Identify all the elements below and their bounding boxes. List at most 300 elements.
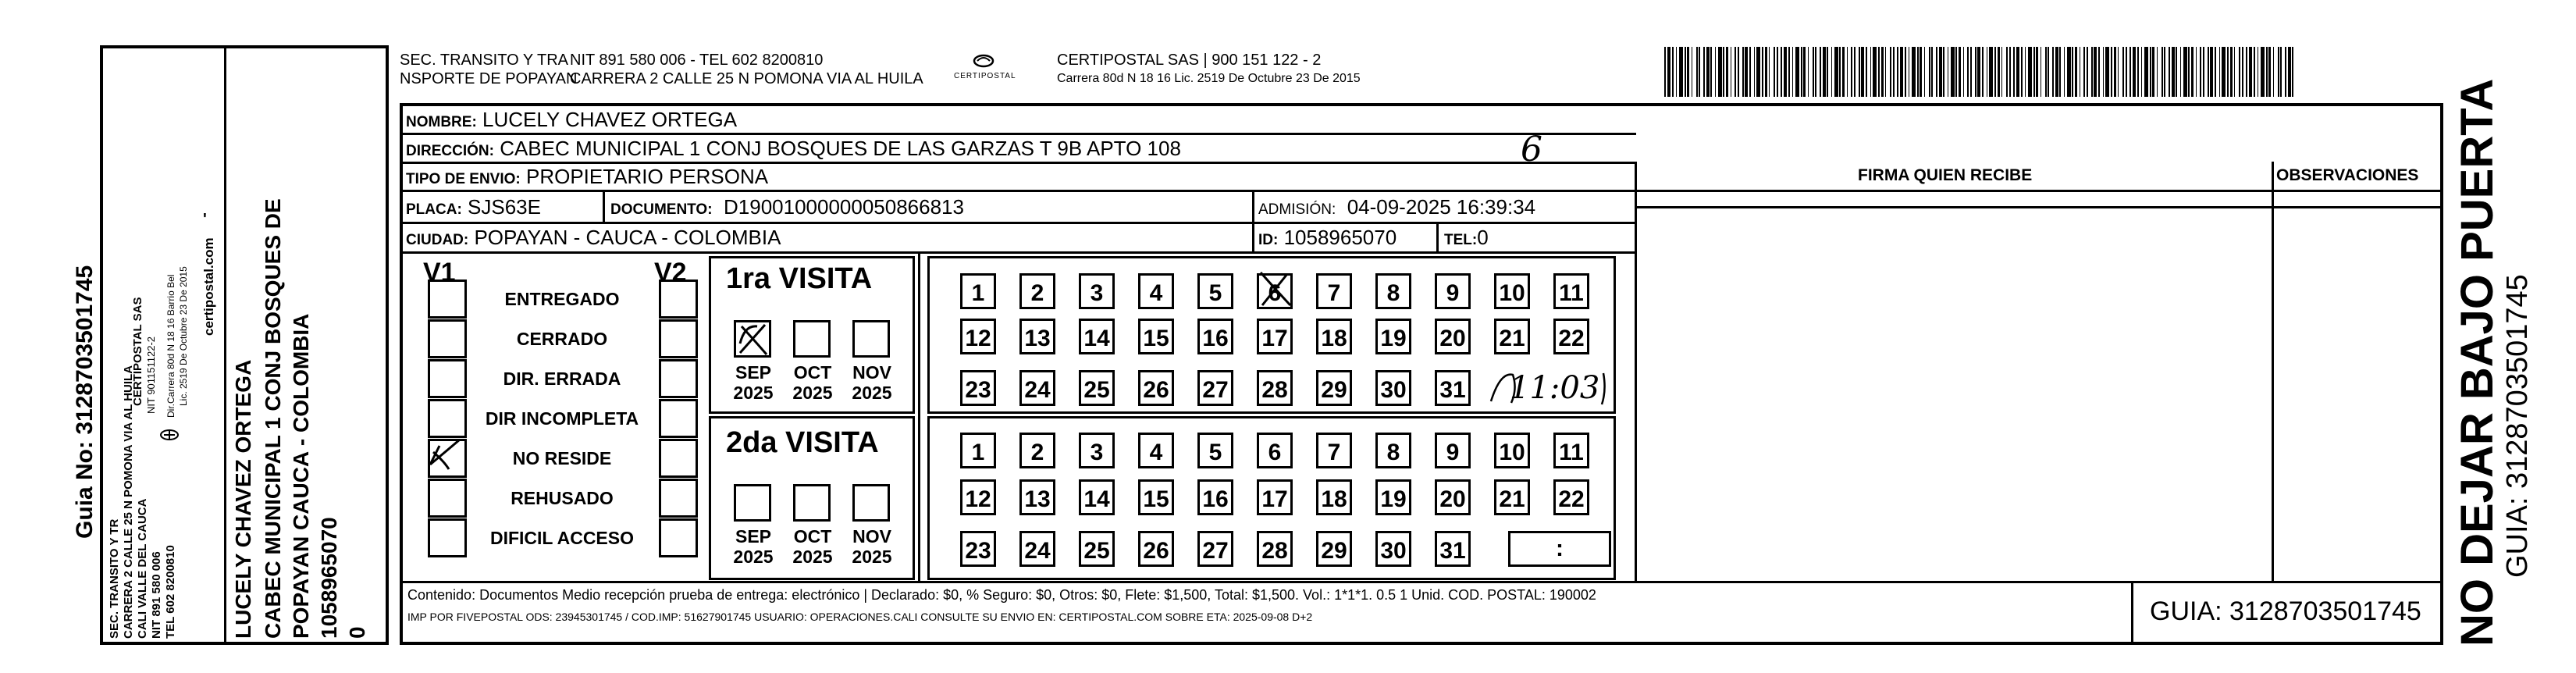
barcode-bar	[1795, 47, 1799, 97]
barcode-bar	[1696, 47, 1698, 97]
stub-guia-number: Guia No: 3128703501745	[72, 265, 98, 539]
month-checkbox[interactable]	[734, 320, 771, 358]
v1-checkbox[interactable]	[428, 280, 467, 319]
barcode-bar	[1792, 47, 1793, 97]
month-label	[788, 526, 837, 567]
id-value: 1058965070	[1283, 226, 1397, 249]
col-line	[918, 251, 920, 581]
second-visit-day-cell[interactable]: 7	[1316, 433, 1352, 468]
barcode-bar	[1706, 47, 1710, 97]
v1-checkbox[interactable]	[428, 439, 467, 478]
first-visit-day-cell[interactable]: 14	[1079, 319, 1115, 354]
first-visit-day-cell[interactable]: 24	[1019, 370, 1055, 406]
barcode-bar	[1967, 47, 1969, 97]
barcode-bar	[1878, 47, 1880, 97]
barcode-bar	[2141, 47, 2142, 97]
barcode-bar	[1851, 47, 1852, 97]
month-label	[729, 526, 777, 567]
barcode-bar	[1873, 47, 1877, 97]
second-visit-title: 2da VISITA	[726, 426, 879, 459]
barcode-bar	[2087, 47, 2088, 97]
barcode-bar	[1699, 47, 1700, 97]
second-visit-day-cell[interactable]: 24	[1019, 531, 1055, 567]
nombre-label: NOMBRE:	[406, 114, 477, 130]
barcode-bar	[2118, 47, 2119, 97]
stub-sender-line: SEC. TRANSITO Y TR	[108, 518, 121, 639]
barcode-bar	[1959, 47, 1961, 97]
barcode-bar	[2188, 47, 2190, 97]
second-visit-day-cell[interactable]: 10	[1494, 433, 1530, 468]
barcode-bar	[1801, 47, 1802, 97]
col-line	[2131, 581, 2133, 645]
direccion-value: CABEC MUNICIPAL 1 CONJ BOSQUES DE LAS GARZAS T 9B APTO 108	[500, 137, 1181, 160]
barcode-bar	[1765, 47, 1767, 97]
barcode-bar	[2045, 47, 2047, 97]
barcode-bar	[1784, 47, 1787, 97]
month-name: SEP	[735, 362, 772, 383]
signature-area[interactable]	[1637, 208, 2269, 579]
barcode-bar	[2278, 47, 2279, 97]
month-label	[788, 362, 837, 403]
barcode-bar	[2009, 47, 2011, 97]
first-visit-day-cell[interactable]: 16	[1197, 319, 1233, 354]
first-visit-day-cell[interactable]: 4	[1138, 273, 1174, 309]
barcode-bar	[1939, 47, 1942, 97]
barcode-bar	[2111, 47, 2112, 97]
barcode-bar	[1723, 47, 1724, 97]
v2-checkbox[interactable]	[659, 399, 698, 438]
month-checkbox[interactable]	[793, 320, 831, 358]
second-visit-day-cell[interactable]: 29	[1316, 531, 1352, 567]
month-label	[729, 362, 777, 403]
v1-label: V1	[423, 258, 456, 287]
barcode-bar	[2200, 47, 2201, 97]
side-guia: GUIA: 3128703501745	[2501, 274, 2534, 578]
barcode-bar	[2176, 47, 2177, 97]
barcode-bar	[2052, 47, 2054, 97]
second-visit-day-cell[interactable]: 30	[1375, 531, 1411, 567]
barcode-bar	[2028, 47, 2032, 97]
barcode-bar	[1742, 47, 1744, 97]
status-label: REHUSADO	[511, 488, 614, 508]
barcode-bar	[2292, 47, 2293, 97]
barcode-bar	[1762, 47, 1763, 97]
barcode-bar	[2249, 47, 2252, 97]
barcode-bar	[1977, 47, 1980, 97]
id-label: ID:	[1258, 232, 1279, 248]
v2-checkbox[interactable]	[659, 280, 698, 319]
first-visit-day-cell[interactable]: 3	[1079, 273, 1115, 309]
sender-name-line: SEC. TRANSITO Y TRA	[400, 52, 568, 69]
barcode-bar	[1676, 47, 1677, 97]
second-visit-day-cell[interactable]: 2	[1019, 433, 1055, 468]
month-checkbox[interactable]	[852, 320, 890, 358]
second-visit-day-cell[interactable]: 3	[1079, 433, 1115, 468]
row-line	[400, 133, 1636, 135]
barcode-bar	[2013, 47, 2015, 97]
first-visit-day-cell[interactable]: 23	[960, 370, 996, 406]
barcode-bar	[2157, 47, 2158, 97]
stub-sender-line: CARRERA 2 CALLE 25 N POMONA VIA AL HUILA	[122, 365, 135, 639]
barcode-bar	[1715, 47, 1716, 97]
second-visit-day-cell[interactable]: 23	[960, 531, 996, 567]
barcode-bar	[1808, 47, 1809, 97]
v2-checkbox[interactable]	[659, 359, 698, 398]
direccion-label: DIRECCIÓN:	[406, 143, 494, 159]
barcode-bar	[2254, 47, 2255, 97]
month-year: 2025	[792, 383, 833, 403]
first-visit-day-cell[interactable]: 20	[1435, 319, 1471, 354]
month-year: 2025	[792, 547, 833, 567]
month-name: OCT	[793, 526, 832, 547]
barcode-bar	[1866, 47, 1867, 97]
sender-address: CARRERA 2 CALLE 25 N POMONA VIA AL HUILA	[570, 70, 923, 87]
barcode-bar	[2246, 47, 2247, 97]
second-visit-day-cell[interactable]: 5	[1197, 433, 1233, 468]
barcode-bar	[1679, 47, 1683, 97]
barcode-bar	[2169, 47, 2170, 97]
barcode-bar	[2261, 47, 2265, 97]
barcode-bar	[2075, 47, 2077, 97]
barcode-bar	[2183, 47, 2187, 97]
barcode-bar	[1917, 47, 1919, 97]
barcode-bar	[1998, 47, 2000, 97]
sender-name-line: NSPORTE DE POPAYAN	[400, 70, 578, 87]
second-visit-day-cell[interactable]: 12	[960, 479, 996, 515]
barcode-bar	[2242, 47, 2243, 97]
barcode-bar	[1924, 47, 1925, 97]
first-visit-day-cell[interactable]: 11	[1553, 273, 1589, 309]
first-visit-day-cell[interactable]: 1	[960, 273, 996, 309]
barcode-bar	[2144, 47, 2148, 97]
first-visit-day-cell[interactable]: 9	[1435, 273, 1471, 309]
month-name: NOV	[852, 526, 891, 547]
barcode-bar	[1735, 47, 1736, 97]
carrier-line-2: Carrera 80d N 18 16 Lic. 2519 De Octubre 23 De 2015	[1057, 72, 1361, 85]
barcode-bar	[1982, 47, 1984, 97]
barcode-bar	[2222, 47, 2226, 97]
status-label: CERRADO	[516, 329, 608, 349]
second-visit-day-cell[interactable]: 16	[1197, 479, 1233, 515]
barcode-bar	[1823, 47, 1826, 97]
status-label: DIR INCOMPLETA	[485, 408, 639, 429]
barcode-bar	[2072, 47, 2073, 97]
barcode-bar	[1861, 47, 1864, 97]
first-visit-day-cell[interactable]: 26	[1138, 370, 1174, 406]
first-visit-day-cell[interactable]: 31	[1435, 370, 1471, 406]
barcode-bar	[1839, 47, 1841, 97]
first-visit-day-cell[interactable]: 10	[1494, 273, 1530, 309]
first-visit-day-cell[interactable]: 27	[1197, 370, 1233, 406]
barcode-bar	[1881, 47, 1884, 97]
col-line	[603, 190, 605, 222]
barcode-bar	[1754, 47, 1755, 97]
barcode-bar	[1943, 47, 1944, 97]
barcode-bar	[1777, 47, 1778, 97]
observations-area[interactable]	[2274, 208, 2442, 579]
v2-checkbox[interactable]	[659, 479, 698, 518]
first-visit-day-cell[interactable]: 25	[1079, 370, 1115, 406]
barcode-bar	[2285, 47, 2286, 97]
carrier-line-1: CERTIPOSTAL SAS | 900 151 122 - 2	[1057, 52, 1322, 69]
barcode-bar	[1931, 47, 1933, 97]
stub-sender-line: CALI VALLE DEL CAUCA	[136, 498, 149, 639]
barcode-bar	[2152, 47, 2154, 97]
first-visit-day-cell[interactable]: 2	[1019, 273, 1055, 309]
stub-cp-line: NIT 901151122-2	[145, 336, 157, 414]
second-visit-time-box[interactable]: :	[1508, 531, 1611, 567]
barcode-bar	[1781, 47, 1782, 97]
certipostal-logo-icon	[159, 428, 180, 442]
second-visit-day-cell[interactable]: 1	[960, 433, 996, 468]
tipo-label: TIPO DE ENVIO:	[406, 171, 521, 187]
barcode-bar	[2055, 47, 2058, 97]
second-visit-day-cell[interactable]: 25	[1079, 531, 1115, 567]
month-checkbox[interactable]	[793, 484, 831, 522]
barcode-bar	[2122, 47, 2124, 97]
second-visit-day-cell[interactable]: 17	[1257, 479, 1293, 515]
first-visit-day-cell[interactable]: 8	[1375, 273, 1411, 309]
second-visit-day-cell[interactable]: 27	[1197, 531, 1233, 567]
barcode-bar	[1847, 47, 1848, 97]
barcode-bar	[2219, 47, 2220, 97]
stub-recipient-line: LUCELY CHAVEZ ORTEGA	[231, 359, 255, 639]
second-visit-day-cell[interactable]: 28	[1257, 531, 1293, 567]
barcode	[1664, 47, 2304, 97]
month-year: 2025	[733, 547, 774, 567]
second-visit-day-cell[interactable]: 13	[1019, 479, 1055, 515]
barcode-bar	[1788, 47, 1790, 97]
barcode-bar	[2196, 47, 2197, 97]
first-visit-day-cell[interactable]: 12	[960, 319, 996, 354]
v2-checkbox[interactable]	[659, 319, 698, 358]
no-dejar-warning: NO DEJAR BAJO PUERTA	[2452, 78, 2503, 646]
v2-label: V2	[654, 258, 687, 287]
tel-value: 0	[1477, 226, 1489, 249]
footer-line-1: Contenido: Documentos Medio recepción prueba de entrega: electrónico | Declarado: $0, % Seguro: $0, Otros: $0, Flete: $1,500, Total: $1,500. Vol.: 1*1*1. 0.5 1 Unid. COD. POSTAL: 190002	[407, 587, 1596, 603]
row-line	[400, 190, 2443, 192]
first-visit-day-cell[interactable]: 18	[1316, 319, 1352, 354]
barcode-bar	[2137, 47, 2139, 97]
v1-checkbox[interactable]	[428, 518, 467, 557]
barcode-bar	[1951, 47, 1955, 97]
month-label	[848, 526, 896, 567]
barcode-bar	[1803, 47, 1806, 97]
row-line	[400, 251, 1636, 254]
barcode-bar	[2164, 47, 2165, 97]
barcode-bar	[1738, 47, 1739, 97]
footer-guia: GUIA: 3128703501745	[2150, 596, 2421, 626]
month-year: 2025	[852, 383, 892, 403]
second-visit-day-cell[interactable]: 6	[1257, 433, 1293, 468]
month-checkbox[interactable]	[852, 484, 890, 522]
admision-value: 04-09-2025 16:39:34	[1347, 195, 1536, 219]
barcode-bar	[1870, 47, 1871, 97]
second-visit-day-cell[interactable]: 8	[1375, 433, 1411, 468]
sender-nit: NIT 891 580 006 - TEL 602 8200810	[570, 52, 824, 69]
barcode-bar	[1667, 47, 1670, 97]
ciudad-value: POPAYAN - CAUCA - COLOMBIA	[474, 226, 781, 249]
second-visit-day-cell[interactable]: 22	[1553, 479, 1589, 515]
barcode-bar	[1900, 47, 1903, 97]
first-visit-day-cell[interactable]: 13	[1019, 319, 1055, 354]
v2-checkbox[interactable]	[659, 439, 698, 478]
tel-label: TEL:	[1444, 232, 1478, 248]
barcode-bar	[1897, 47, 1898, 97]
barcode-bar	[2239, 47, 2240, 97]
barcode-bar	[1920, 47, 1922, 97]
second-visit-day-cell[interactable]: 9	[1435, 433, 1471, 468]
barcode-bar	[1774, 47, 1775, 97]
barcode-bar	[1905, 47, 1906, 97]
barcode-bar	[1745, 47, 1748, 97]
barcode-bar	[1893, 47, 1895, 97]
observaciones-header: OBSERVACIONES	[2276, 166, 2419, 184]
first-visit-title: 1ra VISITA	[726, 262, 873, 295]
second-visit-day-cell[interactable]: 14	[1079, 479, 1115, 515]
barcode-bar	[2280, 47, 2282, 97]
barcode-bar	[2133, 47, 2136, 97]
barcode-bar	[1912, 47, 1916, 97]
first-visit-time-handwritten: 11:03	[1486, 367, 1611, 408]
barcode-bar	[1672, 47, 1674, 97]
first-visit-day-cell[interactable]: 7	[1316, 273, 1352, 309]
barcode-bar	[2006, 47, 2008, 97]
barcode-bar	[2161, 47, 2163, 97]
barcode-bar	[2067, 47, 2071, 97]
barcode-bar	[1975, 47, 1976, 97]
barcode-bar	[2210, 47, 2213, 97]
second-visit-day-cell[interactable]: 31	[1435, 531, 1471, 567]
barcode-bar	[1963, 47, 1964, 97]
barcode-bar	[1859, 47, 1860, 97]
barcode-bar	[1989, 47, 1993, 97]
barcode-bar	[1854, 47, 1856, 97]
month-checkbox[interactable]	[734, 484, 771, 522]
barcode-bar	[1664, 47, 1666, 97]
barcode-bar	[2059, 47, 2061, 97]
barcode-bar	[1815, 47, 1816, 97]
first-visit-day-cell[interactable]: 28	[1257, 370, 1293, 406]
barcode-bar	[1994, 47, 1996, 97]
barcode-bar	[2208, 47, 2209, 97]
second-visit-day-cell[interactable]: 19	[1375, 479, 1411, 515]
barcode-bar	[2114, 47, 2116, 97]
footer-line-2: IMP POR FIVEPOSTAL ODS: 23945301745 / COD.IMP: 51627901745 USUARIO: OPERACIONES.CALI CONSULTE SU ENVIO EN: CERTIPOSTAL.COM SOBRE ETA: 2025-09-08 D+2	[407, 611, 1313, 623]
barcode-bar	[1827, 47, 1828, 97]
barcode-bar	[1685, 47, 1686, 97]
barcode-bar	[2215, 47, 2216, 97]
barcode-bar	[1703, 47, 1705, 97]
stub-cp-line: Dir.Carrera 80d N 18 16 Barrio Bel	[165, 274, 176, 418]
barcode-bar	[1718, 47, 1722, 97]
barcode-bar	[2083, 47, 2085, 97]
second-visit-day-cell[interactable]: 20	[1435, 479, 1471, 515]
barcode-bar	[1890, 47, 1891, 97]
month-label	[848, 362, 896, 403]
row-line	[400, 162, 1636, 164]
second-visit-day-cell[interactable]: 11	[1553, 433, 1589, 468]
barcode-bar	[1749, 47, 1751, 97]
barcode-bar	[1834, 47, 1838, 97]
first-visit-day-cell[interactable]: 17	[1257, 319, 1293, 354]
certipostal-logo: CERTIPOSTAL	[937, 52, 1030, 86]
second-visit-day-cell[interactable]: 15	[1138, 479, 1174, 515]
barcode-bar	[2001, 47, 2002, 97]
barcode-bar	[1929, 47, 1930, 97]
row-line	[400, 581, 2443, 583]
stub-cp-line: CERTIPOSTAL SAS	[131, 297, 144, 406]
nombre-value: LUCELY CHAVEZ ORTEGA	[482, 108, 738, 131]
second-visit-day-cell[interactable]: 21	[1494, 479, 1530, 515]
barcode-bar	[2094, 47, 2097, 97]
barcode-bar	[2191, 47, 2194, 97]
col-line	[1436, 222, 1439, 251]
month-year: 2025	[733, 383, 774, 403]
second-visit-day-cell[interactable]: 4	[1138, 433, 1174, 468]
month-name: NOV	[852, 362, 891, 383]
v1-checkbox[interactable]	[428, 319, 467, 358]
second-visit-day-cell[interactable]: 18	[1316, 479, 1352, 515]
stub-mark: '	[203, 211, 207, 228]
direccion-handwritten-mark: 6	[1521, 130, 1542, 169]
barcode-bar	[2091, 47, 2093, 97]
second-visit-day-cell[interactable]: 26	[1138, 531, 1174, 567]
stub-divider	[224, 45, 226, 645]
first-visit-day-cell[interactable]: 22	[1553, 319, 1589, 354]
barcode-bar	[1842, 47, 1845, 97]
first-visit-day-cell[interactable]: 15	[1138, 319, 1174, 354]
v1-checkbox[interactable]	[428, 479, 467, 518]
barcode-bar	[1885, 47, 1886, 97]
barcode-bar	[2064, 47, 2065, 97]
placa-label: PLACA:	[406, 201, 462, 218]
v1-checkbox[interactable]	[428, 359, 467, 398]
admision-label: ADMISIÓN:	[1258, 201, 1336, 218]
barcode-bar	[2048, 47, 2049, 97]
stub-sender-line: NIT 891 580 006	[150, 551, 163, 639]
barcode-bar	[2021, 47, 2023, 97]
barcode-bar	[1687, 47, 1689, 97]
barcode-bar	[2103, 47, 2104, 97]
barcode-bar	[1936, 47, 1937, 97]
row-line	[400, 222, 1636, 224]
stub-recipient-line: CABEC MUNICIPAL 1 CONJ BOSQUES DE	[261, 198, 285, 639]
placa-value: SJS63E	[468, 195, 541, 219]
stub-cp-line: Lic. 2519 De Octubre 23 De 2015	[178, 266, 189, 406]
first-visit-day-cell[interactable]: 6	[1257, 273, 1293, 309]
barcode-bar	[1820, 47, 1821, 97]
first-visit-day-cell[interactable]: 19	[1375, 319, 1411, 354]
first-visit-day-cell[interactable]: 30	[1375, 370, 1411, 406]
barcode-bar	[2273, 47, 2274, 97]
barcode-bar	[2227, 47, 2229, 97]
day-mark-icon	[1256, 269, 1295, 308]
barcode-bar	[1955, 47, 1957, 97]
v1-checkbox[interactable]	[428, 399, 467, 438]
stub-sender-line: TEL 602 8200810	[164, 545, 177, 639]
barcode-bar	[2230, 47, 2233, 97]
first-visit-day-cell[interactable]: 29	[1316, 370, 1352, 406]
first-visit-day-cell[interactable]: 21	[1494, 319, 1530, 354]
barcode-bar	[1710, 47, 1712, 97]
firma-header: FIRMA QUIEN RECIBE	[1858, 166, 2033, 184]
first-visit-day-cell[interactable]: 5	[1197, 273, 1233, 309]
barcode-bar	[2234, 47, 2235, 97]
barcode-bar	[2036, 47, 2038, 97]
v2-checkbox[interactable]	[659, 518, 698, 557]
status-label: DIR. ERRADA	[503, 369, 621, 389]
